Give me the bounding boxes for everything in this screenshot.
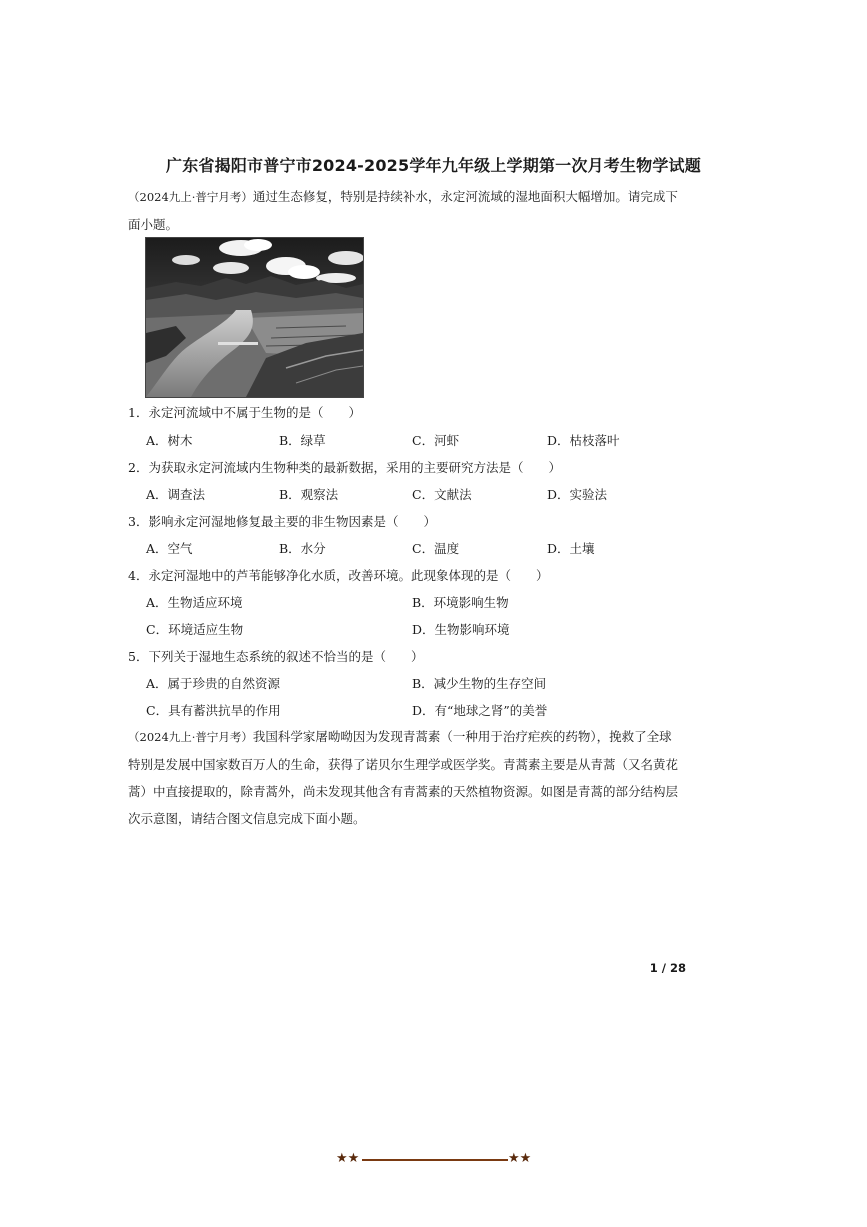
question-2-option-d: D．实验法 (547, 487, 608, 502)
question-2-option-a: A．调查法 (146, 487, 206, 502)
question-4-option-a: A．生物适应环境 (146, 595, 243, 610)
source-tag-2: （2024九上·普宁月考） (128, 730, 253, 744)
question-3-option-d: D．土壤 (547, 541, 595, 556)
intro-2-line-4: 次示意图，请结合图文信息完成下面小题。 (128, 811, 366, 826)
page-title: 广东省揭阳市普宁市2024-2025学年九年级上学期第一次月考生物学试题 (166, 156, 701, 175)
question-4-option-d: D．生物影响环境 (412, 622, 510, 637)
question-5-option-b: B．减少生物的生存空间 (412, 676, 547, 691)
question-2-option-b: B．观察法 (279, 487, 339, 502)
footer-decoration (336, 1151, 536, 1167)
question-2-stem: 2．为获取永定河流域内生物种类的最新数据，采用的主要研究方法是（ ） (128, 460, 561, 475)
question-2-option-c: C．文献法 (412, 487, 472, 502)
intro-1-line-2: 面小题。 (128, 217, 179, 232)
question-3-option-c: C．温度 (412, 541, 460, 556)
intro-paragraph-2 (128, 723, 688, 832)
intro-1-line-1: 通过生态修复，特别是持续补水，永定河流域的湿地面积大幅增加。请完成下 (252, 189, 678, 204)
question-3-option-b: B．水分 (279, 541, 326, 556)
footer-right-stars-icon: ★★ (508, 1151, 532, 1166)
question-1-option-d: D．枯枝落叶 (547, 433, 620, 448)
intro-2-line-3: 蒿）中直接提取的，除青蒿外，尚未发现其他含有青蒿素的天然植物资源。如图是青蒿的部分结构层 (128, 784, 679, 799)
question-4-option-c: C．环境适应生物 (146, 622, 244, 637)
question-1-stem: 1．永定河流域中不属于生物的是（ ） (128, 405, 361, 420)
page-number: 1 / 28 (649, 961, 686, 975)
question-5-option-c: C．具有蓄洪抗旱的作用 (146, 703, 281, 718)
intro-2-line-1: 我国科学家屠呦呦因为发现青蒿素（一种用于治疗疟疾的药物），挽救了全球 (252, 729, 672, 744)
question-4-option-b: B．环境影响生物 (412, 595, 509, 610)
question-5-option-d: D．有“地球之肾”的美誉 (412, 703, 548, 718)
question-3-option-a: A．空气 (146, 541, 193, 556)
landscape-photo (145, 237, 364, 398)
question-3-stem: 3．影响永定河湿地修复最主要的非生物因素是（ ） (128, 514, 436, 529)
question-4-stem: 4．永定河湿地中的芦苇能够净化水质，改善环境。此现象体现的是（ ） (128, 568, 549, 583)
question-5-option-a: A．属于珍贵的自然资源 (146, 676, 281, 691)
intro-2-line-2: 特别是发展中国家数百万人的生命，获得了诺贝尔生理学或医学奖。青蒿素主要是从青蒿（又名黄花 (128, 757, 679, 772)
footer-divider (362, 1159, 508, 1161)
source-tag-1: （2024九上·普宁月考） (128, 190, 253, 204)
footer-left-stars-icon: ★★ (336, 1151, 360, 1166)
question-5-stem: 5．下列关于湿地生态系统的叙述不恰当的是（ ） (128, 649, 424, 664)
question-1-option-b: B．绿草 (279, 433, 326, 448)
question-1-option-a: A．树木 (146, 433, 193, 448)
question-1-option-c: C．河虾 (412, 433, 460, 448)
intro-paragraph-1 (128, 183, 688, 238)
